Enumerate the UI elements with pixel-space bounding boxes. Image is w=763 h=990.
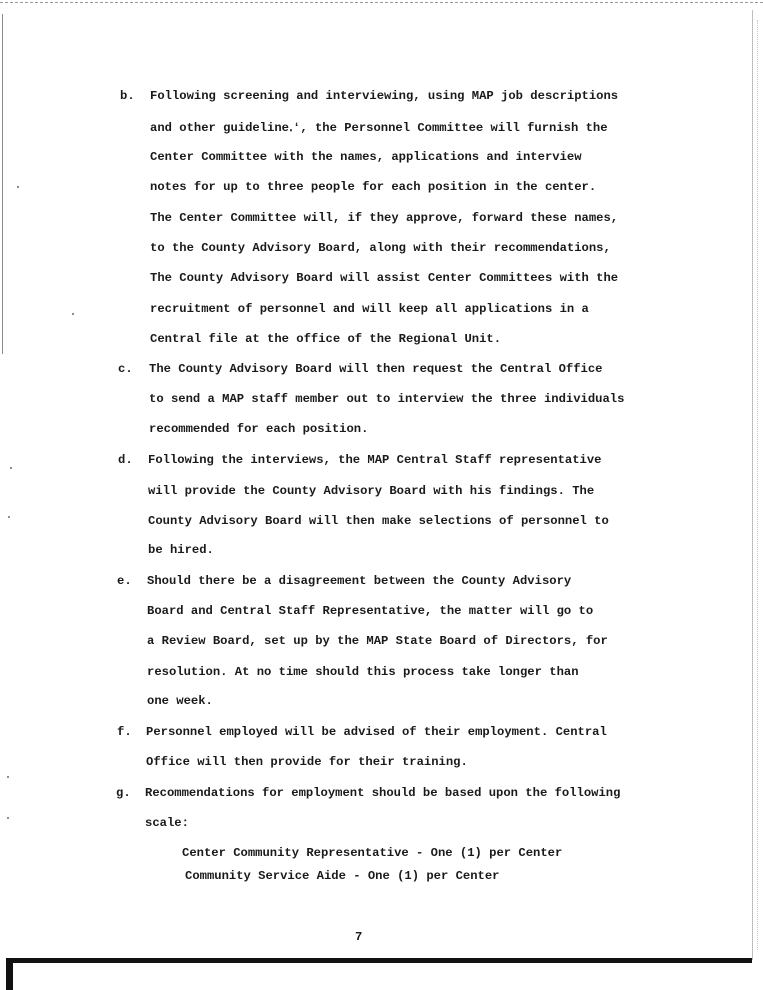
scan-edge-left: [2, 14, 3, 354]
page-number: 7: [355, 930, 363, 944]
item-e-line-2: Board and Central Staff Representative, the matter will go to: [147, 604, 594, 618]
item-g-line-2: scale:: [145, 816, 189, 830]
item-e-line-1: Should there be a disagreement between the County Advisory: [147, 574, 572, 588]
scan-bottom-bar: [6, 958, 752, 963]
item-f-marker: f.: [117, 725, 132, 739]
item-e-line-3: a Review Board, set up by the MAP State Board of Directors, for: [147, 634, 608, 648]
item-f-line-1: Personnel employed will be advised of their employment. Central: [146, 725, 607, 739]
item-e-marker: e.: [117, 574, 132, 588]
item-d-line-4: be hired.: [148, 543, 214, 557]
scan-bottom-hook: [6, 958, 13, 990]
item-b-line-3: Center Committee with the names, applications and interview: [150, 150, 582, 164]
item-d-marker: d.: [118, 453, 133, 467]
item-b-line-2: and other guideline․ʻ, the Personnel Committee will furnish the: [150, 121, 608, 135]
item-b-line-8: recruitment of personnel and will keep all applications in a: [150, 302, 589, 316]
item-b-line-1: Following screening and interviewing, using MAP job descriptions: [150, 89, 619, 103]
item-b-line-4: notes for up to three people for each position in the center.: [150, 180, 597, 194]
scan-speck: [72, 313, 74, 315]
scale-line-2: Community Service Aide - One (1) per Center: [185, 869, 500, 883]
scan-speck: [7, 817, 9, 819]
item-g-line-1: Recommendations for employment should be based upon the following: [145, 786, 621, 800]
item-b-marker: b.: [120, 89, 135, 103]
item-b-line-5: The Center Committee will, if they approve, forward these names,: [150, 211, 619, 225]
scale-line-1: Center Community Representative - One (1) per Center: [182, 846, 563, 860]
item-d-line-1: Following the interviews, the MAP Central Staff representative: [148, 453, 602, 467]
item-g-marker: g.: [116, 786, 131, 800]
scan-speck: [17, 186, 19, 188]
scan-speck: [7, 776, 9, 778]
scan-edge-top: [0, 2, 763, 3]
scan-speck: [8, 516, 10, 518]
item-d-line-2: will provide the County Advisory Board with his findings. The: [148, 484, 595, 498]
scan-edge-right: [752, 10, 753, 960]
scan-speck: [10, 467, 12, 469]
item-b-line-6: to the County Advisory Board, along with their recommendations,: [150, 241, 611, 255]
item-b-line-7: The County Advisory Board will assist Center Committees with the: [150, 271, 619, 285]
scan-edge-right-dots: [757, 20, 758, 950]
item-c-line-3: recommended for each position.: [149, 422, 369, 436]
item-d-line-3: County Advisory Board will then make selections of personnel to: [148, 514, 609, 528]
item-e-line-5: one week.: [147, 694, 213, 708]
item-e-line-4: resolution. At no time should this process take longer than: [147, 665, 579, 679]
item-b-line-9: Central file at the office of the Regional Unit.: [150, 332, 502, 346]
item-c-line-1: The County Advisory Board will then request the Central Office: [149, 362, 603, 376]
item-c-marker: c.: [118, 362, 133, 376]
item-c-line-2: to send a MAP staff member out to interview the three individuals: [149, 392, 625, 406]
item-f-line-2: Office will then provide for their training.: [146, 755, 468, 769]
